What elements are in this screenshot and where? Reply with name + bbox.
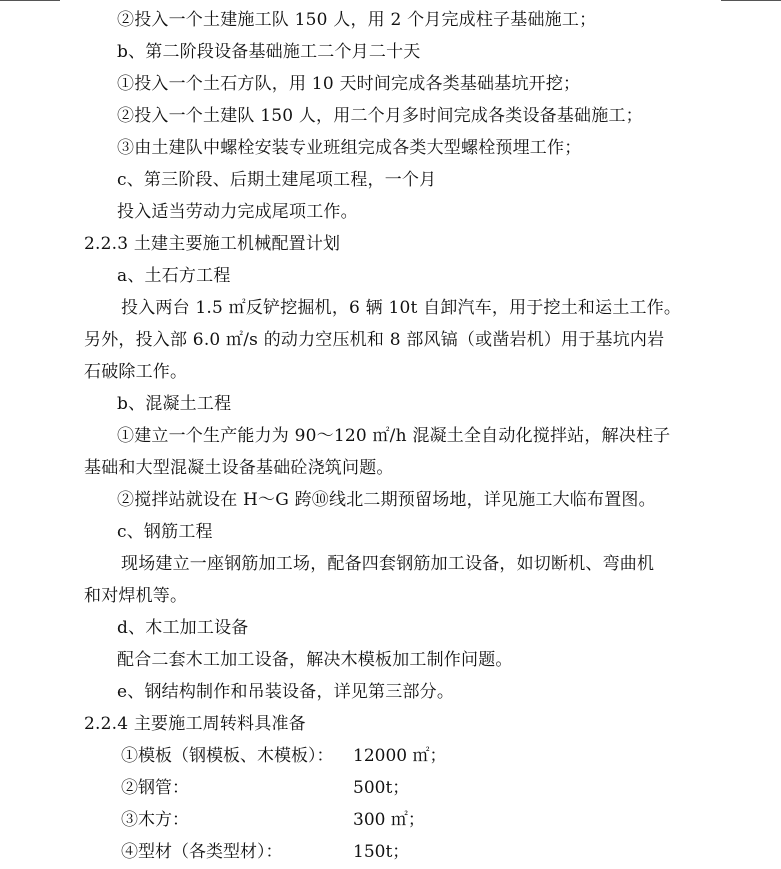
text-line: ②投入一个土建施工队 150 人，用 2 个月完成柱子基础施工； [117, 10, 597, 30]
material-value: 500t； [353, 778, 410, 798]
text-line: 基础和大型混凝土设备基础砼浇筑问题。 [84, 458, 394, 478]
page-corner-mark-left [0, 0, 60, 1]
subsection-heading: a、土石方工程 [117, 266, 231, 286]
text-line: b、第二阶段设备基础施工二个月二十天 [117, 42, 421, 62]
text-line: 石破除工作。 [84, 362, 188, 382]
text-line: 和对焊机等。 [84, 586, 188, 606]
text-line: ③由土建队中螺栓安装专业班组完成各类大型螺栓预埋工作； [117, 138, 582, 158]
text-line: e、钢结构制作和吊装设备，详见第三部分。 [117, 682, 455, 702]
material-label: ③木方： [121, 810, 189, 830]
material-label: ①模板（钢模板、木模板）： [121, 746, 334, 766]
section-heading: 2.2.3 土建主要施工机械配置计划 [84, 234, 341, 254]
text-line: ①建立一个生产能力为 90～120 ㎡/h 混凝土全自动化搅拌站，解决柱子 [117, 426, 671, 446]
text-line: 配合二套木工加工设备，解决木模板加工制作问题。 [117, 650, 513, 670]
section-heading: 2.2.4 主要施工周转料具准备 [84, 714, 306, 734]
text-line: 另外，投入部 6.0 ㎡/s 的动力空压机和 8 部风镐（或凿岩机）用于基坑内岩 [84, 330, 665, 350]
text-line: 投入适当劳动力完成尾项工作。 [117, 202, 358, 222]
text-line: 投入两台 1.5 ㎡反铲挖掘机，6 辆 10t 自卸汽车，用于挖土和运土工作。 [121, 298, 682, 318]
material-label: ②钢管： [121, 778, 189, 798]
subsection-heading: d、木工加工设备 [117, 618, 249, 638]
subsection-heading: b、混凝土工程 [117, 394, 232, 414]
subsection-heading: c、钢筋工程 [117, 522, 213, 542]
material-value: 300 ㎡； [353, 810, 425, 830]
text-line: ①投入一个土石方队，用 10 天时间完成各类基础基坑开挖； [117, 74, 581, 94]
text-line: ②搅拌站就设在 H～G 跨⑩线北二期预留场地，详见施工大临布置图。 [117, 490, 656, 510]
text-line: c、第三阶段、后期土建尾项工程，一个月 [117, 170, 437, 190]
page-corner-mark-right [721, 0, 781, 1]
text-line: 现场建立一座钢筋加工场，配备四套钢筋加工设备，如切断机、弯曲机 [121, 554, 655, 574]
material-value: 12000 ㎡； [353, 746, 447, 766]
material-label: ④型材（各类型材）： [121, 842, 283, 862]
material-value: 150t； [353, 842, 410, 862]
text-line: ②投入一个土建队 150 人，用二个月多时间完成各类设备基础施工； [117, 106, 643, 126]
